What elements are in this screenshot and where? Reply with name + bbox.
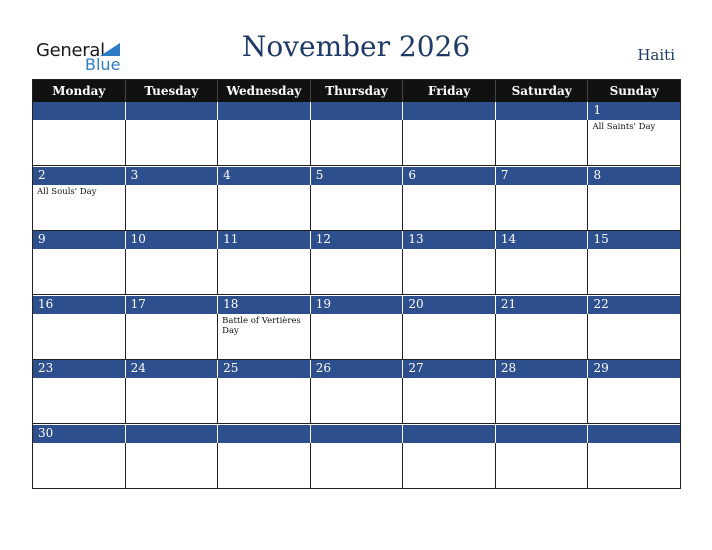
day-cell[interactable] bbox=[403, 249, 496, 294]
week-date-band bbox=[33, 360, 680, 378]
day-number-cell bbox=[218, 167, 311, 185]
logo-text-blue: Blue bbox=[85, 55, 121, 74]
week-events-row bbox=[33, 378, 680, 424]
day-number: 29 bbox=[593, 361, 609, 376]
day-number: 26 bbox=[315, 361, 332, 376]
day-number-cell bbox=[126, 102, 219, 120]
day-number-cell bbox=[588, 296, 680, 314]
week-row bbox=[33, 102, 680, 167]
day-number-cell bbox=[311, 102, 404, 120]
day-number: 25 bbox=[223, 361, 239, 376]
week-date-band bbox=[33, 167, 680, 185]
day-number: 4 bbox=[223, 167, 231, 182]
day-number-cell bbox=[218, 102, 311, 120]
week-events-row bbox=[33, 314, 680, 360]
weekday-monday: Monday bbox=[33, 80, 126, 102]
day-number-cell bbox=[218, 296, 311, 314]
day-cell[interactable] bbox=[33, 185, 126, 230]
day-number: 17 bbox=[130, 296, 146, 311]
weekday-header-row bbox=[33, 80, 680, 102]
day-number: 21 bbox=[500, 296, 517, 311]
day-number: 2 bbox=[38, 167, 46, 182]
holiday-label: Battle of Vertières Day bbox=[222, 315, 301, 336]
day-number: 15 bbox=[593, 232, 609, 247]
day-number-cell bbox=[496, 231, 589, 249]
week-events-row bbox=[33, 120, 680, 166]
day-number-cell bbox=[126, 425, 219, 443]
day-cell[interactable] bbox=[33, 378, 126, 423]
day-number-cell bbox=[126, 167, 219, 185]
week-row bbox=[33, 231, 680, 296]
day-number: 11 bbox=[223, 232, 239, 247]
day-cell[interactable] bbox=[218, 249, 311, 294]
day-cell[interactable] bbox=[496, 443, 589, 488]
day-cell[interactable] bbox=[496, 314, 589, 359]
day-cell[interactable] bbox=[33, 249, 126, 294]
day-cell[interactable] bbox=[311, 378, 404, 423]
logo-text-general: General bbox=[36, 40, 105, 61]
day-cell[interactable] bbox=[218, 443, 311, 488]
day-number: 24 bbox=[130, 361, 146, 376]
day-number: 12 bbox=[315, 232, 332, 247]
day-number: 5 bbox=[315, 167, 324, 182]
day-number-cell bbox=[126, 296, 219, 314]
day-number: 19 bbox=[315, 296, 332, 311]
week-events-row bbox=[33, 185, 680, 231]
day-cell[interactable] bbox=[403, 185, 496, 230]
day-cell[interactable] bbox=[496, 120, 589, 165]
day-number: 30 bbox=[38, 426, 54, 440]
day-cell[interactable] bbox=[588, 249, 680, 294]
day-cell[interactable] bbox=[588, 314, 680, 359]
day-cell[interactable] bbox=[126, 249, 219, 294]
day-number: 7 bbox=[500, 167, 509, 182]
holiday-label: All Saints' Day bbox=[592, 122, 656, 132]
day-cell[interactable] bbox=[403, 314, 496, 359]
day-number-cell bbox=[311, 231, 404, 249]
day-number: 20 bbox=[408, 296, 424, 311]
day-number: 9 bbox=[38, 232, 46, 247]
page-title: November 2026 bbox=[241, 30, 471, 63]
day-number: 8 bbox=[593, 167, 602, 182]
day-number-cell bbox=[311, 425, 404, 443]
day-cell[interactable] bbox=[496, 378, 589, 423]
day-cell[interactable] bbox=[588, 378, 680, 423]
day-cell[interactable] bbox=[403, 120, 496, 165]
day-number-cell bbox=[33, 167, 126, 185]
day-cell[interactable] bbox=[218, 378, 311, 423]
weekday-thursday: Thursday bbox=[311, 80, 404, 102]
day-cell[interactable] bbox=[33, 443, 126, 488]
day-number-cell bbox=[588, 360, 680, 378]
day-number-cell bbox=[496, 360, 589, 378]
week-date-band bbox=[33, 425, 680, 443]
day-number: 3 bbox=[130, 167, 139, 182]
day-number-cell bbox=[588, 167, 680, 185]
day-number-cell bbox=[33, 425, 126, 443]
day-number-cell bbox=[588, 102, 680, 120]
day-cell[interactable] bbox=[588, 120, 680, 165]
day-number-cell bbox=[311, 167, 404, 185]
day-cell[interactable] bbox=[126, 120, 219, 165]
week-events-row bbox=[33, 443, 680, 489]
day-number-cell bbox=[33, 296, 126, 314]
week-row bbox=[33, 425, 680, 490]
day-number: 23 bbox=[38, 361, 54, 376]
day-number: 16 bbox=[38, 296, 54, 311]
day-cell[interactable] bbox=[496, 185, 589, 230]
day-number: 18 bbox=[223, 296, 239, 311]
day-cell[interactable] bbox=[126, 378, 219, 423]
day-cell[interactable] bbox=[311, 443, 404, 488]
day-number-cell bbox=[311, 296, 404, 314]
weekday-saturday: Saturday bbox=[496, 80, 589, 102]
day-number-cell bbox=[588, 231, 680, 249]
day-cell[interactable] bbox=[311, 249, 404, 294]
day-number: 6 bbox=[408, 167, 416, 182]
day-number-cell bbox=[218, 425, 311, 443]
day-number: 10 bbox=[130, 232, 146, 247]
day-number-cell bbox=[311, 360, 404, 378]
day-cell[interactable] bbox=[218, 185, 311, 230]
day-number-cell bbox=[33, 231, 126, 249]
day-number-cell bbox=[403, 425, 496, 443]
day-number-cell bbox=[496, 167, 589, 185]
week-date-band bbox=[33, 102, 680, 120]
weekday-sunday: Sunday bbox=[609, 84, 659, 98]
week-row bbox=[33, 296, 680, 361]
day-cell[interactable] bbox=[588, 185, 680, 230]
day-number-cell bbox=[218, 231, 311, 249]
day-cell[interactable] bbox=[126, 314, 219, 359]
day-cell[interactable] bbox=[33, 314, 126, 359]
day-cell[interactable] bbox=[218, 314, 311, 359]
week-row bbox=[33, 167, 680, 232]
day-cell[interactable] bbox=[403, 443, 496, 488]
holiday-label: All Souls' Day bbox=[37, 186, 97, 197]
day-number: 28 bbox=[500, 361, 517, 376]
day-cell[interactable] bbox=[311, 314, 404, 359]
day-number-cell bbox=[403, 231, 496, 249]
week-date-band bbox=[33, 296, 680, 314]
weekday-wednesday: Wednesday bbox=[218, 80, 311, 102]
day-number-cell bbox=[33, 360, 126, 378]
day-cell[interactable] bbox=[588, 443, 680, 488]
week-date-band bbox=[33, 231, 680, 249]
calendar-grid bbox=[32, 79, 681, 489]
day-number-cell bbox=[403, 167, 496, 185]
day-number-cell bbox=[218, 360, 311, 378]
day-number-cell bbox=[33, 102, 126, 120]
country-label: Haiti bbox=[637, 46, 675, 64]
day-number-cell bbox=[403, 296, 496, 314]
day-number-cell bbox=[496, 425, 589, 443]
day-cell[interactable] bbox=[403, 378, 496, 423]
day-cell[interactable] bbox=[496, 249, 589, 294]
weekday-tuesday: Tuesday bbox=[126, 80, 219, 102]
day-number: 13 bbox=[408, 232, 424, 247]
day-cell[interactable] bbox=[218, 120, 311, 165]
day-number-cell bbox=[496, 102, 589, 120]
day-cell[interactable] bbox=[311, 120, 404, 165]
day-number: 22 bbox=[593, 296, 609, 311]
day-number: 27 bbox=[408, 361, 424, 376]
day-cell[interactable] bbox=[126, 443, 219, 488]
week-row bbox=[33, 360, 680, 425]
day-number: 14 bbox=[500, 232, 517, 247]
day-cell[interactable] bbox=[311, 185, 404, 230]
day-number: 1 bbox=[593, 103, 602, 117]
day-number-cell bbox=[403, 360, 496, 378]
week-events-row bbox=[33, 249, 680, 295]
day-number-cell bbox=[126, 231, 219, 249]
day-number-cell bbox=[496, 296, 589, 314]
day-number-cell bbox=[588, 425, 680, 443]
day-cell[interactable] bbox=[33, 120, 126, 165]
day-number-cell bbox=[126, 360, 219, 378]
day-number-cell bbox=[403, 102, 496, 120]
weekday-friday: Friday bbox=[403, 80, 496, 102]
day-cell[interactable] bbox=[126, 185, 219, 230]
